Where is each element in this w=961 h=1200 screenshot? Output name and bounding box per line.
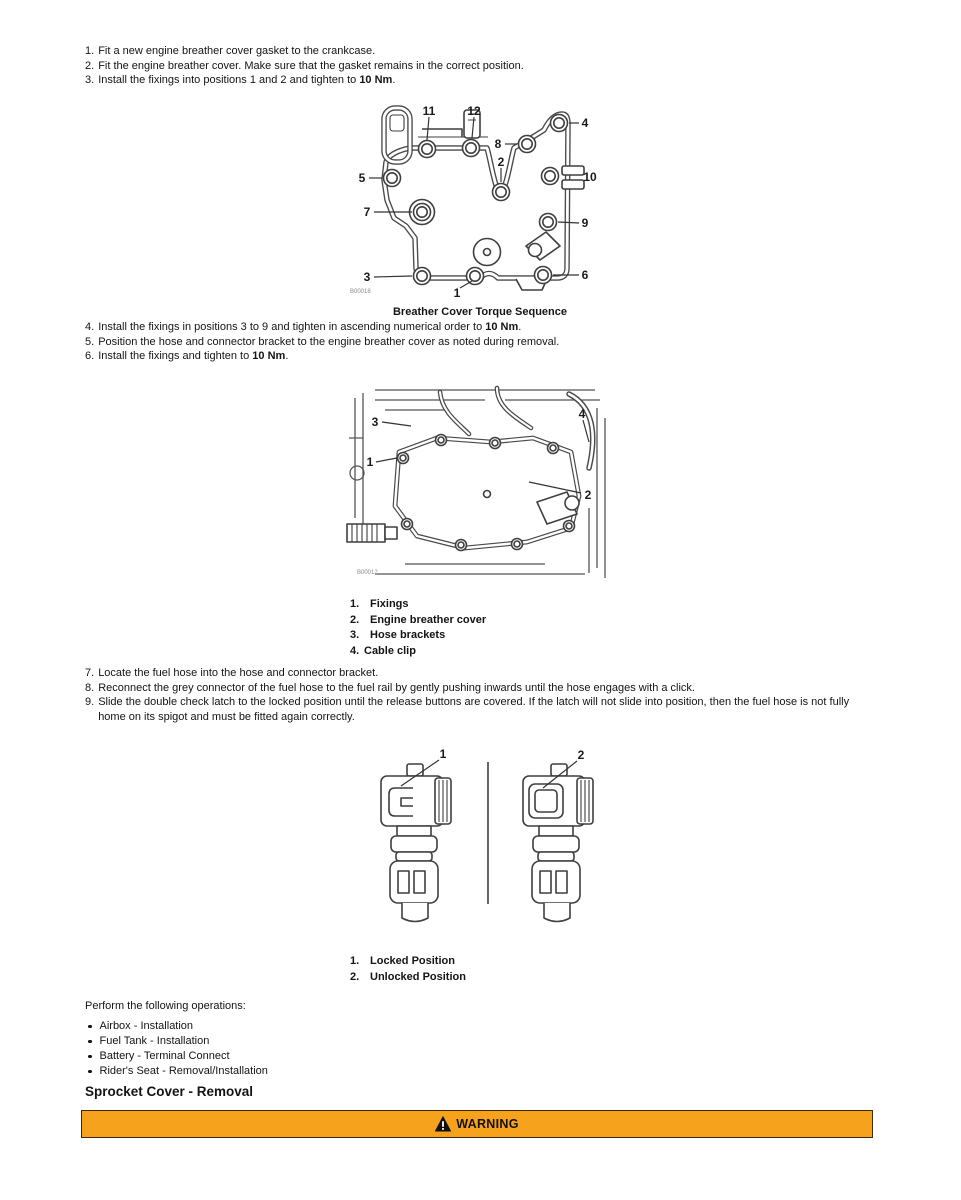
legend-item: 4. Cable clip [350, 645, 416, 658]
step-text: Install the fixings in positions 3 to 9 and tighten in ascending numerical order to 10 Nm. [98, 321, 522, 333]
callout-label: 3 [371, 415, 379, 429]
step-item [85, 59, 865, 74]
bolt-icon [490, 438, 501, 449]
step-number: 6. [85, 350, 95, 363]
connector-locked [381, 764, 451, 922]
legend-item: 1. Fixings [350, 598, 409, 610]
bullet-icon [88, 1025, 92, 1029]
warning-label: WARNING [456, 1117, 519, 1131]
figure-code: B00012 [357, 570, 378, 576]
step-text: Locate the fuel hose into the hose and connector bracket. [98, 667, 379, 679]
legend-item: 2. Engine breather cover [350, 613, 487, 626]
bolt-icon [414, 268, 431, 285]
bullet-item: Rider's Seat - Removal/Installation [88, 1064, 485, 1079]
figure-breather-cover-torque-sequence [330, 100, 650, 305]
callout-label: 1 [439, 747, 447, 761]
bolt-icon [512, 539, 523, 550]
hose-bracket-connector [347, 524, 397, 542]
callout-label: 4 [581, 116, 589, 130]
warning-triangle-icon [435, 1116, 451, 1132]
callout-labels [440, 747, 585, 762]
bullet-icon [88, 1055, 92, 1059]
step-number: 9. [85, 696, 95, 709]
legend-item: 2. Unlocked Position [350, 970, 466, 983]
warning-banner [81, 1110, 873, 1138]
step-item [85, 320, 865, 335]
bolt-icon [519, 136, 536, 153]
callout-label: 2 [497, 155, 505, 169]
step-item [85, 44, 865, 59]
legend-item: 1. Locked Position [350, 955, 455, 967]
step-text: Install the fixings into positions 1 and 2 and tighten to 10 Nm. [98, 74, 396, 87]
step-number: 1. [85, 45, 95, 57]
bolt-icon [493, 184, 510, 201]
bullet-icon [88, 1070, 92, 1074]
bolt-icon [384, 170, 401, 187]
step-item [85, 695, 863, 724]
callout-label: 12 [467, 104, 481, 118]
bolt-icon [548, 443, 559, 454]
step-item [85, 666, 863, 681]
section-heading: Sprocket Cover - Removal [85, 1084, 254, 1099]
bullet-item: Fuel Tank - Installation [88, 1034, 485, 1049]
bolt-icon [542, 168, 559, 185]
callout-label: 2 [584, 488, 592, 502]
figure2-legend [350, 597, 486, 660]
callout-label: 10 [583, 170, 597, 184]
legend-item: 3. Hose brackets [350, 629, 446, 642]
callout-label: 1 [453, 286, 461, 300]
breather-cover-plate [395, 435, 579, 551]
connector-unlocked [523, 764, 593, 922]
steps-list-middle [85, 320, 865, 364]
bullet-item: Airbox - Installation [88, 1019, 485, 1034]
figure-code: B00018 [350, 289, 371, 295]
step-text: Install the fixings and tighten to 10 Nm. [98, 350, 289, 363]
figure3-legend [350, 954, 466, 985]
step-number: 8. [85, 681, 95, 694]
figure-fuel-connector-positions [345, 740, 615, 940]
bolt-icon [551, 115, 568, 132]
bolt-icon [467, 268, 484, 285]
callout-label: 11 [422, 104, 436, 118]
step-item [85, 73, 865, 88]
callout-label: 6 [581, 268, 589, 282]
step-text: Fit the engine breather cover. Make sure that the gasket remains in the correct position. [98, 59, 524, 72]
bolt-icon [398, 453, 409, 464]
bolt-icon [436, 435, 447, 446]
step-number: 3. [85, 74, 95, 87]
bullet-item: Battery - Terminal Connect [88, 1049, 485, 1064]
step-item [85, 349, 865, 364]
step-item [85, 681, 863, 696]
bolt-icon [564, 521, 575, 532]
callout-label: 4 [578, 407, 586, 421]
bolt-icon [402, 519, 413, 530]
step-number: 4. [85, 321, 95, 333]
steps-list-bottom [85, 666, 863, 724]
bolt-icon [540, 214, 557, 231]
bullet-icon [88, 1040, 92, 1044]
step-text: Fit a new engine breather cover gasket to the crankcase. [98, 45, 376, 57]
figure-engine-breather-cover [345, 378, 615, 583]
step-text: Reconnect the grey connector of the fuel hose to the fuel rail by gently pushing inwards until the hose engages with a click. [98, 681, 695, 694]
operations-intro: Perform the following operations: [85, 1000, 246, 1012]
bolt-icon [535, 267, 552, 284]
step-number: 7. [85, 667, 95, 679]
callout-label: 2 [577, 748, 585, 762]
bolt-icon [456, 540, 467, 551]
figure-caption: Breather Cover Torque Sequence [392, 306, 567, 318]
step-text: Slide the double check latch to the locked position until the release buttons are covered. If the latch will not slide into position, then the fuel hose is not fully home on its spigot and must be fitted again correctly. [98, 696, 850, 723]
callout-label: 8 [494, 137, 502, 151]
callout-label: 3 [363, 270, 371, 284]
step-number: 5. [85, 335, 95, 348]
bolt-icon [419, 141, 436, 158]
step-number: 2. [85, 59, 95, 72]
callout-label: 1 [366, 455, 374, 469]
breather-cover-outline [384, 108, 584, 290]
operations-section [85, 999, 485, 1079]
callout-label: 7 [363, 205, 371, 219]
callout-label: 9 [581, 216, 589, 230]
callout-label: 5 [358, 171, 366, 185]
step-item [85, 335, 865, 350]
steps-list-top [85, 44, 865, 88]
engine-background-lines [349, 390, 605, 578]
step-text: Position the hose and connector bracket to the engine breather cover as noted during removal. [98, 335, 560, 348]
bolt-icon [463, 140, 480, 157]
bolt-icon [414, 204, 431, 221]
